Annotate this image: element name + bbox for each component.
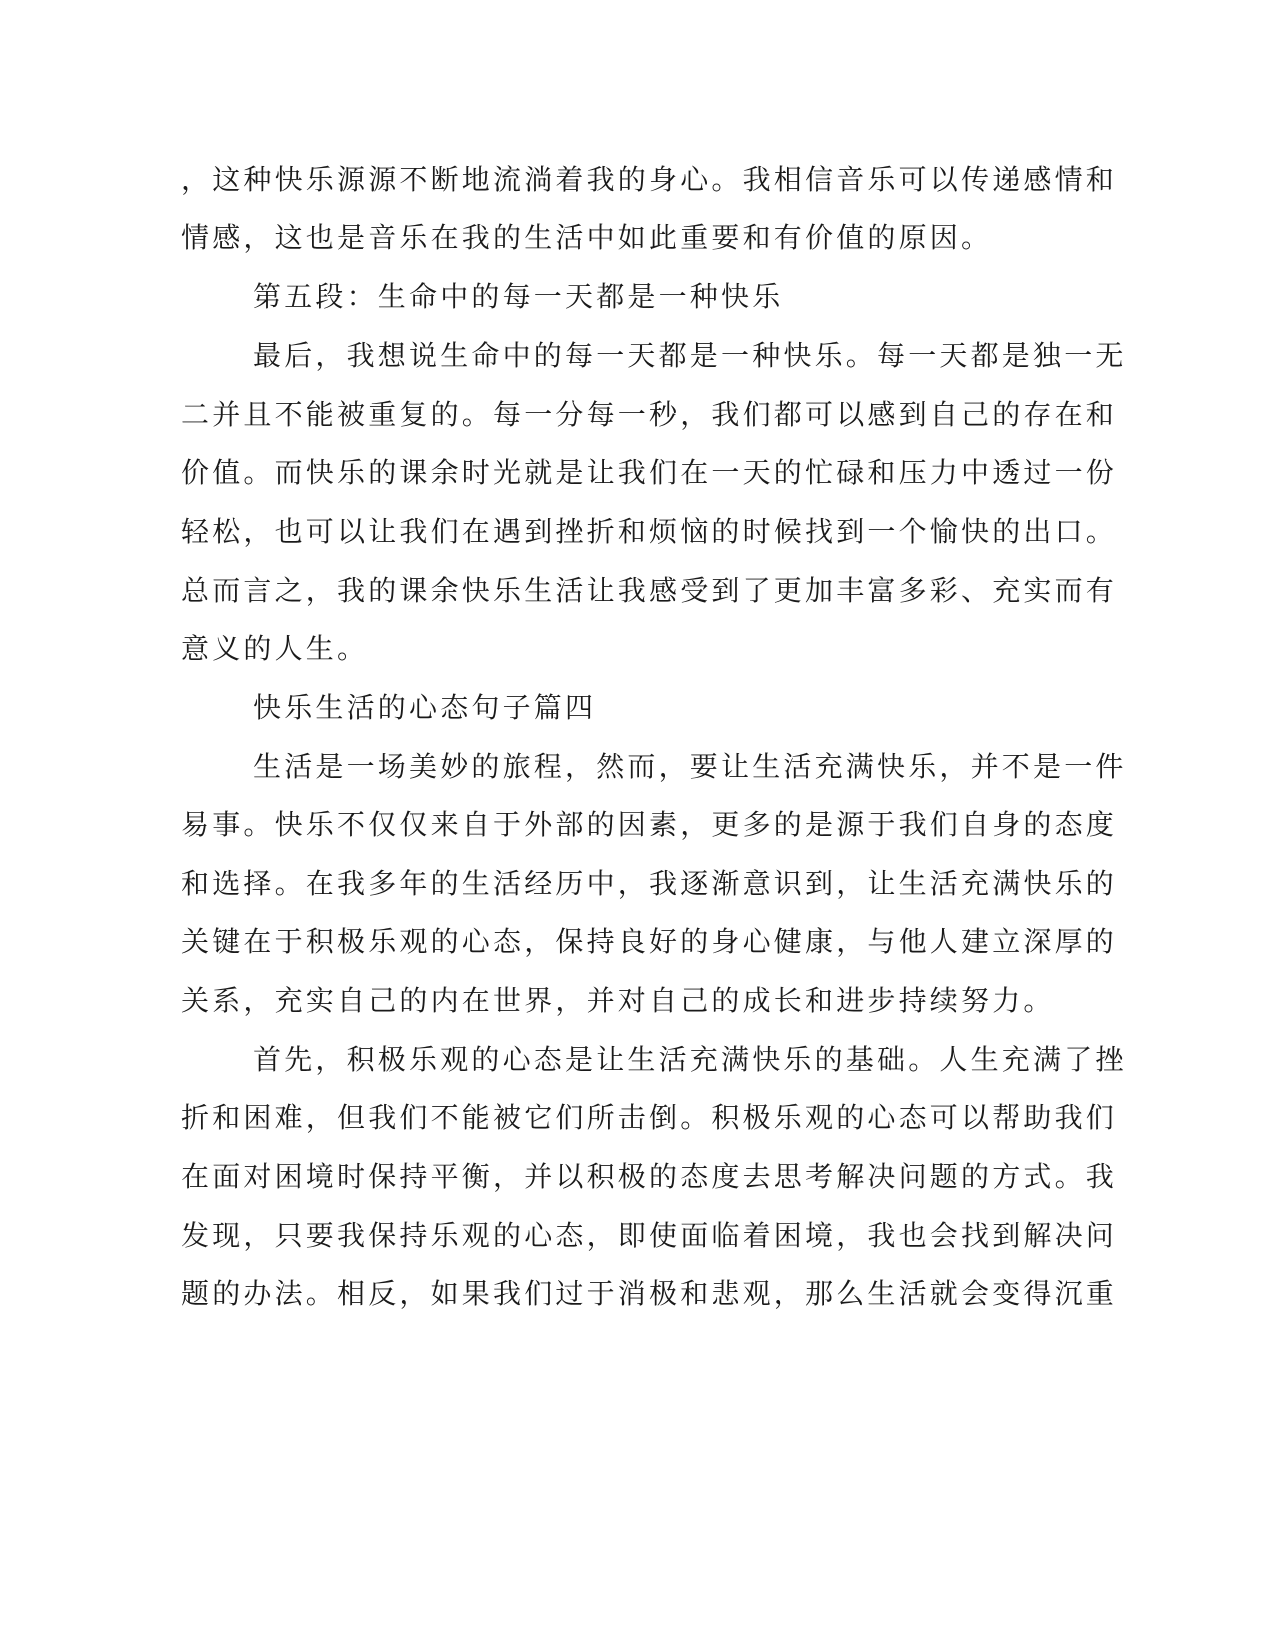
text-line: 轻松，也可以让我们在遇到挫折和烦恼的时候找到一个愉快的出口。 (181, 515, 1118, 548)
text-line: 意义的人生。 (181, 632, 369, 665)
section-heading: 快乐生活的心态句子篇四 (253, 691, 597, 724)
text-line: 总而言之，我的课余快乐生活让我感受到了更加丰富多彩、充实而有 (181, 574, 1118, 607)
section-heading: 第五段：生命中的每一天都是一种快乐 (253, 280, 784, 313)
text-line: ，这种快乐源源不断地流淌着我的身心。我相信音乐可以传递感情和 (181, 163, 1118, 196)
text-line: 题的办法。相反，如果我们过于消极和悲观，那么生活就会变得沉重 (181, 1277, 1118, 1310)
text-line: 在面对困境时保持平衡，并以积极的态度去思考解决问题的方式。我 (181, 1160, 1118, 1193)
text-line: 价值。而快乐的课余时光就是让我们在一天的忙碌和压力中透过一份 (181, 456, 1118, 489)
text-line: 和选择。在我多年的生活经历中，我逐渐意识到，让生活充满快乐的 (181, 867, 1118, 900)
text-line: 二并且不能被重复的。每一分每一秒，我们都可以感到自己的存在和 (181, 398, 1118, 431)
text-line: 生活是一场美妙的旅程，然而，要让生活充满快乐，并不是一件 (253, 750, 1127, 783)
text-line: 关键在于积极乐观的心态，保持良好的身心健康，与他人建立深厚的 (181, 925, 1118, 958)
text-line: 关系，充实自己的内在世界，并对自己的成长和进步持续努力。 (181, 984, 1055, 1017)
text-line: 情感，这也是音乐在我的生活中如此重要和有价值的原因。 (181, 221, 993, 254)
text-line: 发现，只要我保持乐观的心态，即使面临着困境，我也会找到解决问 (181, 1219, 1118, 1252)
text-line: 最后，我想说生命中的每一天都是一种快乐。每一天都是独一无 (253, 339, 1127, 372)
text-line: 易事。快乐不仅仅来自于外部的因素，更多的是源于我们自身的态度 (181, 808, 1118, 841)
text-line: 折和困难，但我们不能被它们所击倒。积极乐观的心态可以帮助我们 (181, 1101, 1118, 1134)
text-line: 首先，积极乐观的心态是让生活充满快乐的基础。人生充满了挫 (253, 1043, 1127, 1076)
